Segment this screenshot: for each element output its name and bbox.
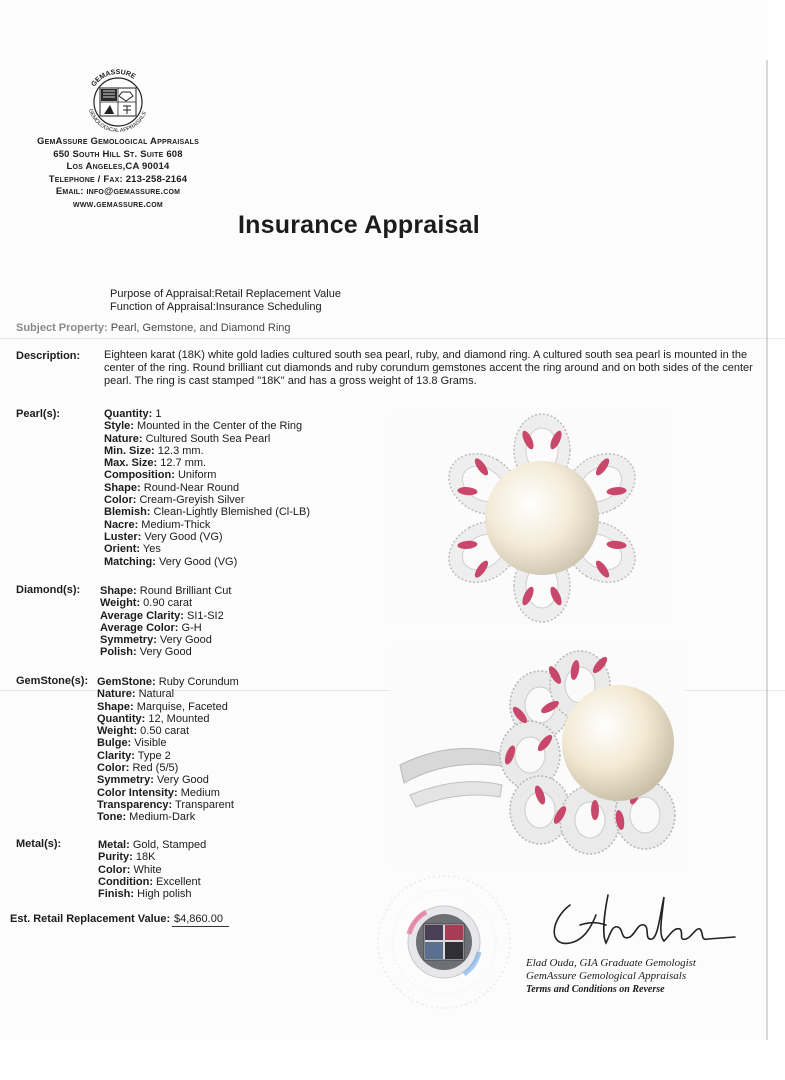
gemstone-field-value: Medium-Dark — [126, 811, 196, 824]
hologram-seal-icon — [374, 872, 514, 1012]
pearl-field-value: Clean-Lightly Blemished (Cl-LB) — [150, 506, 311, 519]
pearl-field-key: Min. Size: — [104, 444, 155, 457]
diamond-field-key: Polish: — [100, 646, 137, 659]
pearl-field-key: Nacre: — [104, 518, 139, 531]
gemstone-field-value: Type 2 — [134, 749, 171, 762]
metal-fields — [98, 839, 206, 900]
metal-field-value: 18K — [132, 851, 156, 864]
diamond-field-value: Very Good — [136, 646, 192, 659]
gemstone-field-key: Nature: — [97, 688, 136, 701]
gemstone-field-row — [97, 737, 239, 749]
diamond-field-row — [100, 646, 231, 658]
pearl-field-row — [104, 494, 310, 506]
signer-company: GemAssure Gemological Appraisals — [526, 970, 687, 982]
diamond-field-value: Round Brilliant Cut — [136, 585, 232, 597]
company-address-line1: 650 South Hill St. Suite 608 — [53, 148, 183, 160]
gemstone-fields — [97, 676, 239, 824]
diamond-field-value: 0.90 carat — [140, 597, 193, 610]
pearl-field-key: Blemish: — [104, 506, 151, 519]
pearl-section-label: Pearl(s): — [16, 408, 61, 420]
gemstone-field-value: Medium — [177, 786, 220, 799]
diamond-field-value: Very Good — [156, 634, 212, 647]
gemstone-field-row — [97, 750, 239, 762]
diamond-field-row — [100, 634, 231, 646]
metal-section-label: Metal(s): — [16, 838, 62, 850]
metal-field-value: White — [130, 863, 162, 876]
metal-field-key: Finish: — [98, 888, 135, 901]
metal-field-row — [98, 864, 206, 876]
pearl-field-row — [104, 445, 310, 457]
pearl-field-value: 12.3 mm. — [154, 444, 204, 457]
gemstone-field-row — [97, 774, 239, 786]
gemstone-field-row — [97, 799, 239, 811]
appraiser-signature — [540, 885, 740, 955]
diamond-field-row — [100, 597, 231, 609]
pearl-field-key: Matching: — [104, 555, 156, 568]
subject-property — [16, 322, 291, 334]
gemstone-field-key: Shape: — [97, 700, 134, 713]
pearl-field-row — [104, 420, 310, 432]
retail-value-label: Est. Retail Replacement Value: — [10, 913, 171, 925]
gemstone-field-key: Symmetry: — [97, 774, 154, 787]
gemstone-field-row — [97, 676, 239, 688]
gemstone-field-value: Marquise, Faceted — [133, 700, 228, 713]
gemstone-field-value: Very Good — [153, 774, 209, 787]
pearl-field-row — [104, 519, 310, 531]
gemstone-field-row — [97, 701, 239, 713]
gemstone-field-key: Clarity: — [97, 749, 135, 762]
pearl-field-value: Uniform — [174, 469, 217, 482]
gemstone-field-key: GemStone: — [97, 676, 156, 688]
pearl-field-key: Max. Size: — [104, 457, 158, 470]
pearl-field-key: Composition: — [104, 469, 175, 482]
gemstone-field-key: Bulge: — [97, 737, 132, 750]
appraisal-purpose-block — [110, 288, 341, 314]
gemstone-field-key: Quantity: — [97, 712, 146, 725]
gemassure-logo-icon — [78, 62, 158, 142]
company-email: Email: info@gemassure.com — [55, 186, 181, 197]
gemstone-section-label: GemStone(s): — [16, 675, 89, 687]
svg-text:GEMOLOGICAL APPRAISALS: GEMOLOGICAL APPRAISALS — [86, 108, 149, 135]
appraisal-purpose: Purpose of Appraisal:Retail Replacement Value — [110, 288, 341, 300]
pearl-field-row — [104, 408, 310, 420]
gemstone-field-row — [97, 688, 239, 700]
metal-field-key: Purity: — [98, 851, 133, 864]
subject-property-value: Pearl, Gemstone, and Diamond Ring — [110, 322, 291, 334]
gemstone-field-value: Red (5/5) — [129, 762, 179, 775]
retail-value-amount: $4,860.00 — [172, 913, 229, 927]
metal-field-row — [98, 839, 206, 851]
gemstone-field-value: 0.50 carat — [137, 725, 190, 738]
pearl-field-value: Mounted in the Center of the Ring — [133, 420, 303, 433]
pearl-field-row — [104, 506, 310, 518]
metal-field-key: Condition: — [98, 875, 153, 888]
gemstone-field-row — [97, 787, 239, 799]
diamond-section-label: Diamond(s): — [16, 584, 81, 596]
pearl-field-value: 12.7 mm. — [157, 457, 207, 470]
pearl-field-key: Orient: — [104, 543, 141, 556]
terms-note: Terms and Conditions on Reverse — [526, 984, 665, 995]
diamond-field-row — [100, 610, 231, 622]
metal-field-value: Gold, Stamped — [129, 839, 207, 851]
diamond-field-key: Average Color: — [100, 621, 179, 634]
gemstone-field-value: Ruby Corundum — [155, 676, 239, 688]
metal-field-value: High polish — [134, 888, 192, 901]
signer-block — [526, 957, 696, 996]
pearl-field-value: Very Good (VG) — [155, 555, 238, 568]
pearl-field-value: Cream-Greyish Silver — [136, 494, 245, 507]
metal-field-key: Metal: — [98, 839, 130, 851]
diamond-fields — [100, 585, 231, 659]
pearl-field-value: Very Good (VG) — [141, 530, 223, 543]
gemstone-field-key: Tone: — [97, 811, 127, 824]
pearl-field-key: Shape: — [104, 481, 141, 494]
diamond-field-key: Shape: — [100, 585, 137, 597]
pearl-fields — [104, 408, 310, 568]
gemstone-field-key: Weight: — [97, 725, 138, 738]
metal-field-row — [98, 876, 206, 888]
diamond-field-value: G-H — [178, 621, 202, 634]
company-letterhead — [18, 136, 218, 211]
gemstone-field-key: Transparency: — [97, 798, 173, 811]
company-address-line2: Los Angeles,CA 90014 — [66, 161, 170, 172]
company-name: GemAssure Gemological Appraisals — [37, 136, 199, 147]
gemstone-field-value: 12, Mounted — [145, 712, 210, 725]
pearl-field-key: Nature: — [104, 432, 143, 445]
diamond-field-value: SI1-SI2 — [183, 609, 224, 622]
appraisal-function: Function of Appraisal:Insurance Scheduling — [110, 301, 322, 313]
page-edge — [766, 60, 768, 1040]
diamond-field-row — [100, 622, 231, 634]
gemstone-field-value: Natural — [135, 688, 175, 701]
pearl-field-key: Style: — [104, 420, 134, 433]
fold-line — [0, 338, 785, 339]
svg-text:GEMASSURE: GEMASSURE — [90, 68, 137, 89]
gemstone-field-row — [97, 713, 239, 725]
gemstone-field-row — [97, 811, 239, 823]
metal-field-row — [98, 851, 206, 863]
pearl-field-row — [104, 531, 310, 543]
pearl-field-row — [104, 556, 310, 568]
gemstone-field-key: Color: — [97, 762, 130, 775]
subject-property-label: Subject Property: — [16, 322, 108, 334]
company-website: www.gemassure.com — [73, 198, 163, 210]
pearl-field-value: 1 — [152, 408, 162, 420]
gemstone-field-value: Transparent — [172, 798, 234, 811]
pearl-field-row — [104, 433, 310, 445]
pearl-field-row — [104, 482, 310, 494]
description-text: Eighteen karat (18K) white gold ladies cultured south sea pearl, ruby, and diamond ring. A cultured south sea pearl is mounted in the center of the ring. Round brilliant cut diamonds and ruby corundum gemstones accent the ring around and on both sides of the center pearl. The ring is cast stamped "18K" and has a gross weight of 13.8 Grams. — [104, 349, 753, 387]
pearl-field-row — [104, 469, 310, 481]
pearl-field-row — [104, 543, 310, 555]
pearl-field-row — [104, 457, 310, 469]
diamond-field-key: Weight: — [100, 597, 141, 610]
metal-field-value: Excellent — [152, 875, 201, 888]
pearl-field-value: Yes — [140, 543, 161, 556]
page-title: Insurance Appraisal — [238, 211, 480, 239]
company-phone: Telephone / Fax: 213-258-2164 — [48, 173, 188, 185]
gemstone-field-key: Color Intensity: — [97, 786, 178, 799]
pearl-field-key: Luster: — [104, 530, 142, 543]
pearl-field-key: Color: — [104, 494, 137, 507]
diamond-field-row — [100, 585, 231, 597]
gemstone-field-row — [97, 762, 239, 774]
diamond-field-key: Symmetry: — [100, 634, 157, 647]
pearl-field-value: Round-Near Round — [140, 481, 240, 494]
gemstone-field-row — [97, 725, 239, 737]
ring-side-view-photo — [390, 645, 685, 867]
ring-top-view-photo — [390, 412, 673, 624]
pearl-field-key: Quantity: — [104, 408, 153, 420]
diamond-field-key: Average Clarity: — [100, 609, 184, 622]
gemstone-field-value: Visible — [131, 737, 167, 750]
description-label: Description: — [16, 350, 81, 362]
pearl-field-value: Cultured South Sea Pearl — [142, 432, 271, 445]
metal-field-row — [98, 888, 206, 900]
metal-field-key: Color: — [98, 863, 131, 876]
pearl-field-value: Medium-Thick — [138, 518, 211, 531]
signer-name: Elad Ouda, GIA Graduate Gemologist — [526, 957, 696, 969]
